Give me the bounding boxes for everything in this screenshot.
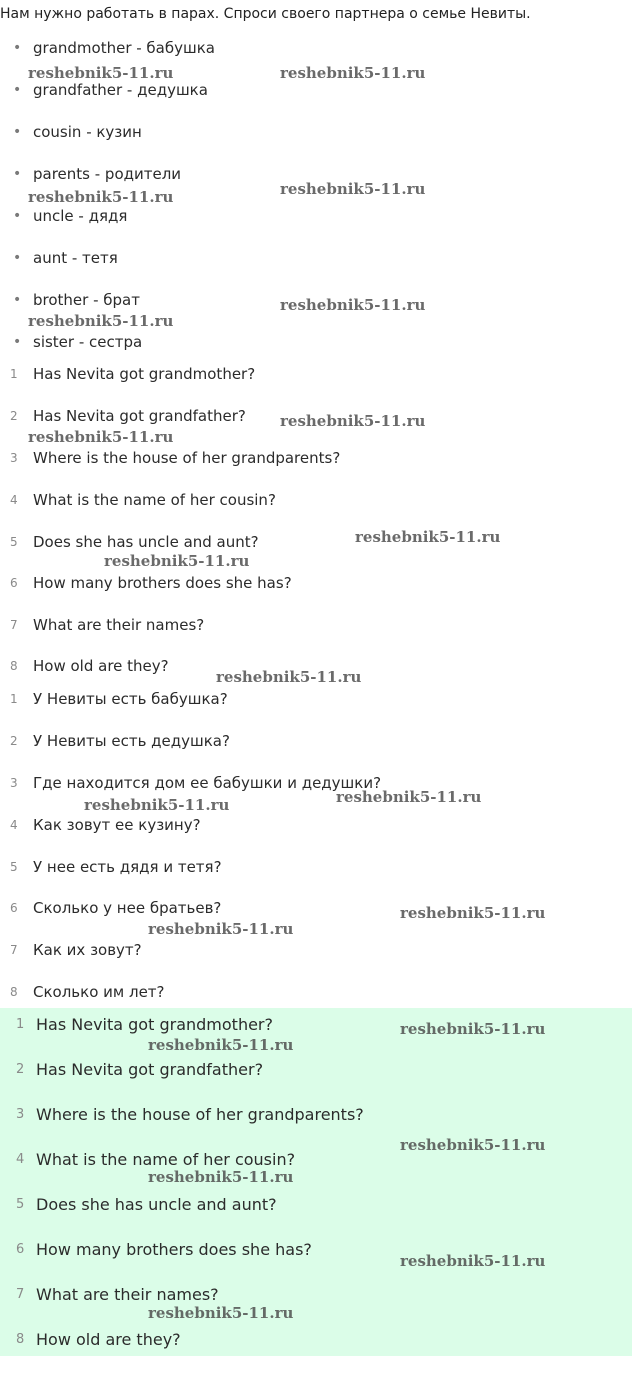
item-number: 3 bbox=[10, 776, 18, 790]
item-number: 8 bbox=[10, 985, 18, 999]
page-instruction: Нам нужно работать в парах. Спроси своего партнера о семье Невиты. bbox=[0, 6, 531, 22]
answer-item-text: How old are they? bbox=[36, 1330, 181, 1349]
vocabulary-item-text: uncle - дядя bbox=[33, 207, 128, 225]
watermark-text: reshebnik5-11.ru bbox=[336, 788, 482, 806]
question-ru-text: Где находится дом ее бабушки и дедушки? bbox=[33, 774, 382, 792]
item-number: 4 bbox=[10, 493, 18, 507]
item-number: 4 bbox=[10, 818, 18, 832]
question-ru-text: Как их зовут? bbox=[33, 941, 142, 959]
question-en-text: Has Nevita got grandfather? bbox=[33, 407, 246, 425]
bullet-marker: • bbox=[13, 334, 22, 350]
watermark-text: reshebnik5-11.ru bbox=[400, 904, 546, 922]
question-en-text: How old are they? bbox=[33, 657, 169, 675]
item-number: 7 bbox=[10, 618, 18, 632]
watermark-text: reshebnik5-11.ru bbox=[280, 64, 426, 82]
watermark-text: reshebnik5-11.ru bbox=[104, 552, 250, 570]
bullet-marker: • bbox=[13, 124, 22, 140]
item-number: 2 bbox=[10, 409, 18, 423]
answer-item-text: Where is the house of her grandparents? bbox=[36, 1105, 364, 1124]
question-ru-text: У нее есть дядя и тетя? bbox=[33, 858, 222, 876]
watermark-text: reshebnik5-11.ru bbox=[280, 412, 426, 430]
watermark-text: reshebnik5-11.ru bbox=[280, 180, 426, 198]
watermark-text: reshebnik5-11.ru bbox=[28, 64, 174, 82]
question-ru-text: У Невиты есть дедушка? bbox=[33, 732, 230, 750]
vocabulary-item-text: grandfather - дедушка bbox=[33, 81, 208, 99]
item-number: 6 bbox=[16, 1242, 25, 1257]
item-number: 6 bbox=[10, 576, 18, 590]
answer-item-text: Has Nevita got grandfather? bbox=[36, 1060, 264, 1079]
item-number: 5 bbox=[16, 1197, 25, 1212]
item-number: 8 bbox=[16, 1332, 25, 1347]
watermark-text: reshebnik5-11.ru bbox=[216, 668, 362, 686]
watermark-text: reshebnik5-11.ru bbox=[280, 296, 426, 314]
question-ru-text: Сколько у нее братьев? bbox=[33, 899, 222, 917]
bullet-marker: • bbox=[13, 208, 22, 224]
watermark-text: reshebnik5-11.ru bbox=[28, 428, 174, 446]
item-number: 7 bbox=[16, 1287, 25, 1302]
question-ru-text: У Невиты есть бабушка? bbox=[33, 690, 228, 708]
bullet-marker: • bbox=[13, 40, 22, 56]
watermark-text: reshebnik5-11.ru bbox=[148, 920, 294, 938]
answer-item-text: What are their names? bbox=[36, 1285, 219, 1304]
item-number: 4 bbox=[16, 1152, 25, 1167]
item-number: 1 bbox=[16, 1017, 25, 1032]
item-number: 3 bbox=[16, 1107, 25, 1122]
answer-item-text: How many brothers does she has? bbox=[36, 1240, 312, 1259]
item-number: 3 bbox=[10, 451, 18, 465]
item-number: 1 bbox=[10, 692, 18, 706]
watermark-text: reshebnik5-11.ru bbox=[148, 1168, 294, 1186]
answer-item-text: Has Nevita got grandmother? bbox=[36, 1015, 273, 1034]
watermark-text: reshebnik5-11.ru bbox=[28, 188, 174, 206]
vocabulary-item-text: grandmother - бабушка bbox=[33, 39, 215, 57]
item-number: 2 bbox=[16, 1062, 25, 1077]
item-number: 6 bbox=[10, 901, 18, 915]
bullet-marker: • bbox=[13, 292, 22, 308]
watermark-text: reshebnik5-11.ru bbox=[148, 1036, 294, 1054]
item-number: 5 bbox=[10, 535, 18, 549]
question-en-text: Does she has uncle and aunt? bbox=[33, 533, 259, 551]
item-number: 8 bbox=[10, 659, 18, 673]
question-en-text: What is the name of her cousin? bbox=[33, 491, 276, 509]
watermark-text: reshebnik5-11.ru bbox=[355, 528, 501, 546]
watermark-text: reshebnik5-11.ru bbox=[148, 1304, 294, 1322]
bullet-marker: • bbox=[13, 82, 22, 98]
bullet-marker: • bbox=[13, 250, 22, 266]
watermark-text: reshebnik5-11.ru bbox=[400, 1136, 546, 1154]
item-number: 5 bbox=[10, 860, 18, 874]
question-en-text: What are their names? bbox=[33, 616, 205, 634]
vocabulary-item-text: parents - родители bbox=[33, 165, 182, 183]
vocabulary-item-text: brother - брат bbox=[33, 291, 140, 309]
watermark-text: reshebnik5-11.ru bbox=[28, 312, 174, 330]
item-number: 7 bbox=[10, 943, 18, 957]
question-en-text: How many brothers does she has? bbox=[33, 574, 292, 592]
watermark-text: reshebnik5-11.ru bbox=[84, 796, 230, 814]
watermark-text: reshebnik5-11.ru bbox=[400, 1252, 546, 1270]
question-en-text: Has Nevita got grandmother? bbox=[33, 365, 256, 383]
answer-block bbox=[0, 1008, 632, 1356]
answer-item-text: What is the name of her cousin? bbox=[36, 1150, 296, 1169]
answer-item-text: Does she has uncle and aunt? bbox=[36, 1195, 277, 1214]
bullet-marker: • bbox=[13, 166, 22, 182]
item-number: 2 bbox=[10, 734, 18, 748]
vocabulary-item-text: cousin - кузин bbox=[33, 123, 142, 141]
item-number: 1 bbox=[10, 367, 18, 381]
question-ru-text: Сколько им лет? bbox=[33, 983, 165, 1001]
question-ru-text: Как зовут ее кузину? bbox=[33, 816, 201, 834]
vocabulary-item-text: aunt - тетя bbox=[33, 249, 118, 267]
vocabulary-item-text: sister - сестра bbox=[33, 333, 143, 351]
question-en-text: Where is the house of her grandparents? bbox=[33, 449, 341, 467]
watermark-text: reshebnik5-11.ru bbox=[400, 1020, 546, 1038]
